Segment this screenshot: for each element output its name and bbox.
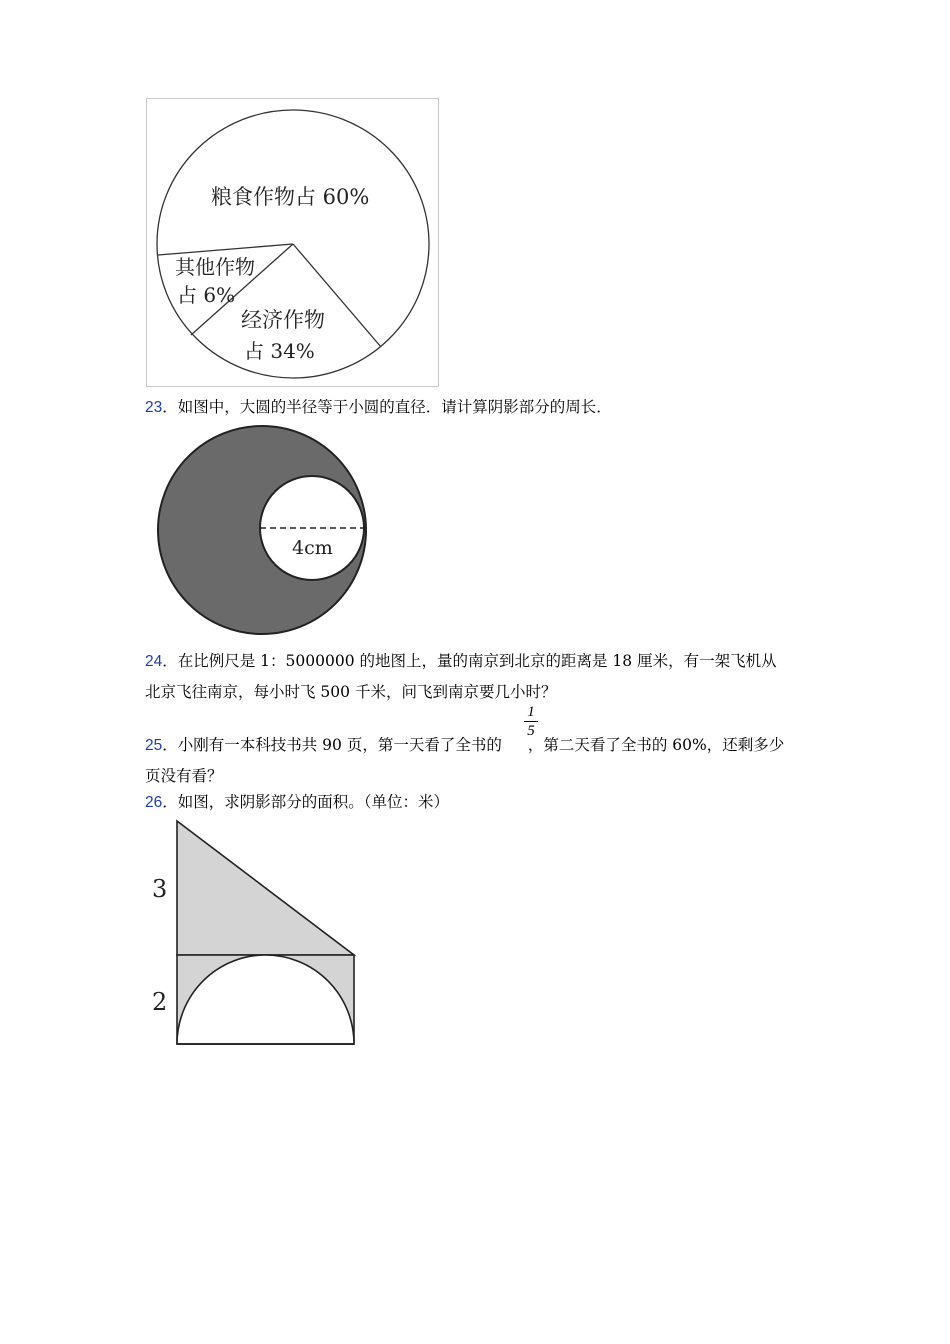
pie-label-cash-line2: 占 34% <box>244 339 315 363</box>
question-text: ．如图，求阴影部分的面积。（单位：米） <box>162 793 450 811</box>
question-25-line-1 <box>145 733 784 755</box>
shaded-triangle <box>177 821 354 955</box>
pie-label-grain: 粮食作物占 60% <box>211 185 370 209</box>
semicircle-figure <box>145 815 365 1050</box>
question-24-line-2: 北京飞往南京，每小时飞 500 千米，问飞到南京要几小时？ <box>145 683 557 701</box>
height-label-bottom: 2 <box>152 988 168 1016</box>
question-text-b: ，第二天看了全书的 60%，还剩多少 <box>527 736 785 754</box>
pie-label-other-line2: 占 6% <box>177 283 236 307</box>
question-24-line-1 <box>145 649 777 671</box>
question-text: ．在比例尺是 1：5000000 的地图上，量的南京到北京的距离是 18 厘米，有一架飞机从 <box>162 652 777 670</box>
question-number: 25 <box>145 737 163 754</box>
question-25-line-2: 页没有看？ <box>145 767 223 785</box>
question-23 <box>145 395 612 417</box>
question-text: ．如图中，大圆的半径等于小圆的直径．请计算阴影部分的周长． <box>162 398 612 416</box>
diameter-label: 4cm <box>292 537 333 559</box>
height-label-top: 3 <box>152 875 168 903</box>
circles-figure <box>155 423 370 638</box>
question-26 <box>145 790 449 812</box>
triangle-semicircle-diagram <box>145 815 365 1050</box>
pie-label-cash-line1: 经济作物 <box>241 308 325 332</box>
question-text-a: ．小刚有一本科技书共 90 页，第一天看了全书的 <box>162 736 502 754</box>
question-number: 26 <box>145 794 163 811</box>
circles-diagram <box>155 423 370 638</box>
pie-label-other-line1: 其他作物 <box>175 255 255 279</box>
pie-chart-figure <box>146 98 439 387</box>
fraction-bar <box>524 721 538 722</box>
fraction-numerator: 1 <box>527 704 535 720</box>
fraction-denominator: 5 <box>527 723 535 739</box>
question-number: 24 <box>145 653 163 670</box>
question-number: 23 <box>145 399 163 416</box>
pie-chart <box>147 99 440 388</box>
